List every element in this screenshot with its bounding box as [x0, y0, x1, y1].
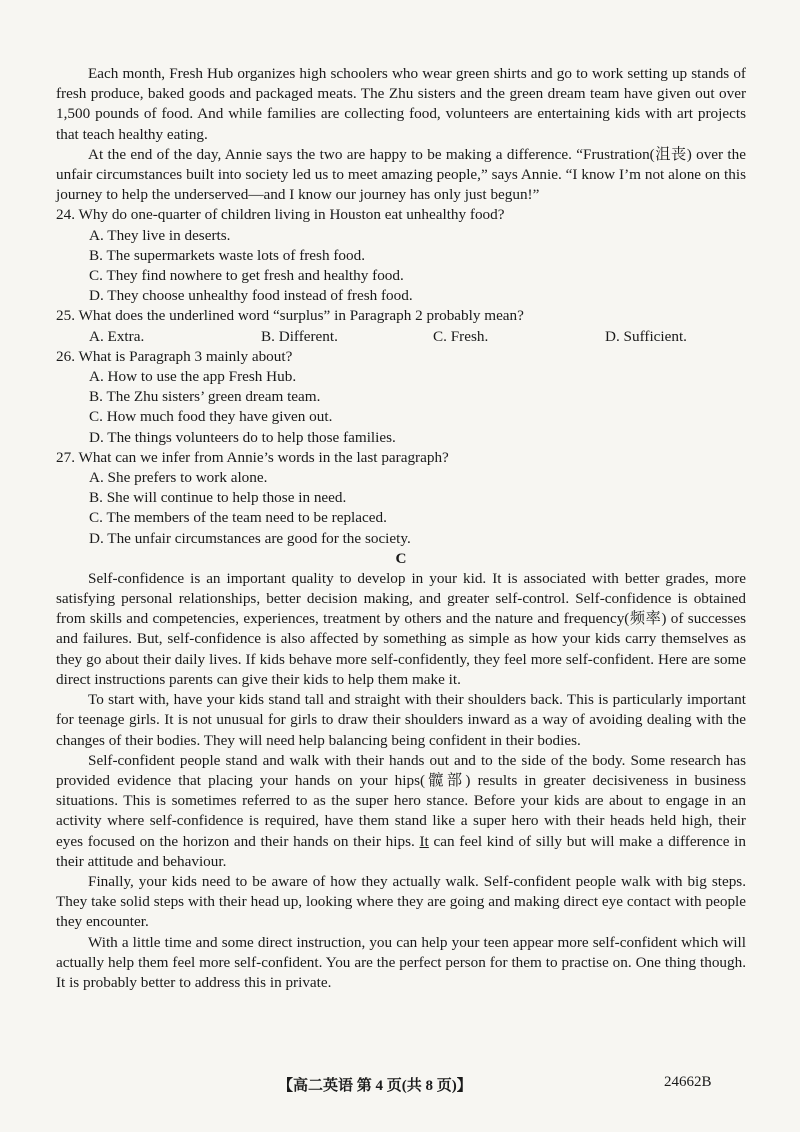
passage-c-paragraph-2: To start with, have your kids stand tall and straight with their shoulders back. This is particularly important for teenage girls. It is not unusual for girls to draw their shoulders inward as a way of avoiding dealing with the changes of their bodies. They will need help balancing being confident in their bodies. — [56, 691, 746, 749]
question-26 — [56, 347, 746, 448]
option-b: B. Different. — [261, 327, 338, 345]
option-c: C. They find nowhere to get fresh and healthy food. — [89, 267, 404, 285]
option-b: B. The Zhu sisters’ green dream team. — [89, 388, 321, 406]
section-label-c: C — [395, 549, 407, 567]
option-b: B. The supermarkets waste lots of fresh food. — [89, 246, 365, 264]
underlined-word-it: It — [419, 832, 429, 850]
paragraph-text: Self-confident people stand and walk with their hands out and to the side of the body. Some research has provided evidence that placing your hands on your hips(髋部) results in greater decisiveness in business situations. This is sometimes referred to as the super hero stance. Before your kids are about to engage in an activity where self-confidence is required, have them stand like a super hero with their heads held high, their eyes focused on the horizon and their hands on their hips. — [56, 751, 746, 850]
option-c: C. The members of the team need to be replaced. — [89, 509, 387, 527]
option-d: D. The things volunteers do to help those families. — [89, 428, 396, 446]
question-27 — [56, 448, 746, 549]
option-d: D. The unfair circumstances are good for the society. — [89, 529, 411, 547]
footer-page-label: 【高二英语 第 4 页(共 8 页)】 — [278, 1078, 472, 1094]
option-a: A. Extra. — [89, 327, 145, 345]
passage-c-paragraph-5: With a little time and some direct instruction, you can help your teen appear more self-confident which will actually help them feel more self-confident. You are the perfect person for them to practise on. One thing though. It is probably better to address this in private. — [56, 933, 746, 991]
paragraph-text: can feel kind of silly but will make a difference in their attitude and behaviour. — [56, 832, 746, 870]
options-row — [89, 327, 746, 347]
exam-page — [56, 64, 746, 993]
option-b: B. She will continue to help those in need. — [89, 489, 347, 507]
passage-c-paragraph-4: Finally, your kids need to be aware of how they actually walk. Self-confident people walk with big steps. They take solid steps with their head up, looking where they are going and making direct eye contact with people they encounter. — [56, 872, 746, 931]
passage-c-paragraph-3 — [56, 751, 746, 872]
question-stem: 24. Why do one-quarter of children living in Houston eat unhealthy food? — [56, 206, 505, 224]
passage-c-paragraph-1: Self-confidence is an important quality to develop in your kid. It is associated with better grades, more satisfying personal relationships, better decision making, and greater self-control. Self-confidence is obtained from skills and competencies, experiences, treatment by others and the nature and frequency(频率) of successes and failures. But, self-confidence is also affected by something as simple as how your kids carry themselves as they go about their daily lives. If kids behave more self-confidently, they feel more self-confident. Here are some direct instructions parents can give their kids to help them make it. — [56, 569, 746, 688]
question-stem — [56, 306, 746, 326]
stem-before: 25. What does the underlined word — [56, 307, 273, 325]
option-c: C. Fresh. — [433, 327, 489, 345]
passage-b-paragraph-4: At the end of the day, Annie says the two are happy to be making a difference. “Frustration(沮丧) over the unfair circumstances built into society led us to meet amazing people,” says Annie. “I know I’m not alone on this journey to help the underserved—and I know our journey has only just begun!” — [56, 145, 746, 204]
question-stem: 27. What can we infer from Annie’s words in the last paragraph? — [56, 448, 449, 466]
option-a: A. She prefers to work alone. — [89, 469, 268, 487]
option-d: D. Sufficient. — [605, 327, 687, 345]
page-footer — [0, 1074, 800, 1098]
passage-b-paragraph-3: Each month, Fresh Hub organizes high schoolers who wear green shirts and go to work setting up stands of fresh produce, baked goods and packaged meats. The Zhu sisters and the green dream team have given out over 1,500 pounds of food. And while families are collecting food, volunteers are entertaining kids with art projects that teach healthy eating. — [56, 65, 746, 143]
underlined-word-surplus: “surplus” — [272, 307, 331, 325]
stem-after: in Paragraph 2 probably mean? — [330, 307, 524, 325]
option-d: D. They choose unhealthy food instead of fresh food. — [89, 287, 413, 305]
question-25 — [56, 306, 746, 346]
question-stem: 26. What is Paragraph 3 mainly about? — [56, 347, 293, 365]
question-24 — [56, 205, 746, 306]
option-a: A. How to use the app Fresh Hub. — [89, 368, 297, 386]
footer-exam-code: 24662B — [664, 1074, 712, 1090]
option-c: C. How much food they have given out. — [89, 408, 333, 426]
option-a: A. They live in deserts. — [89, 226, 231, 244]
